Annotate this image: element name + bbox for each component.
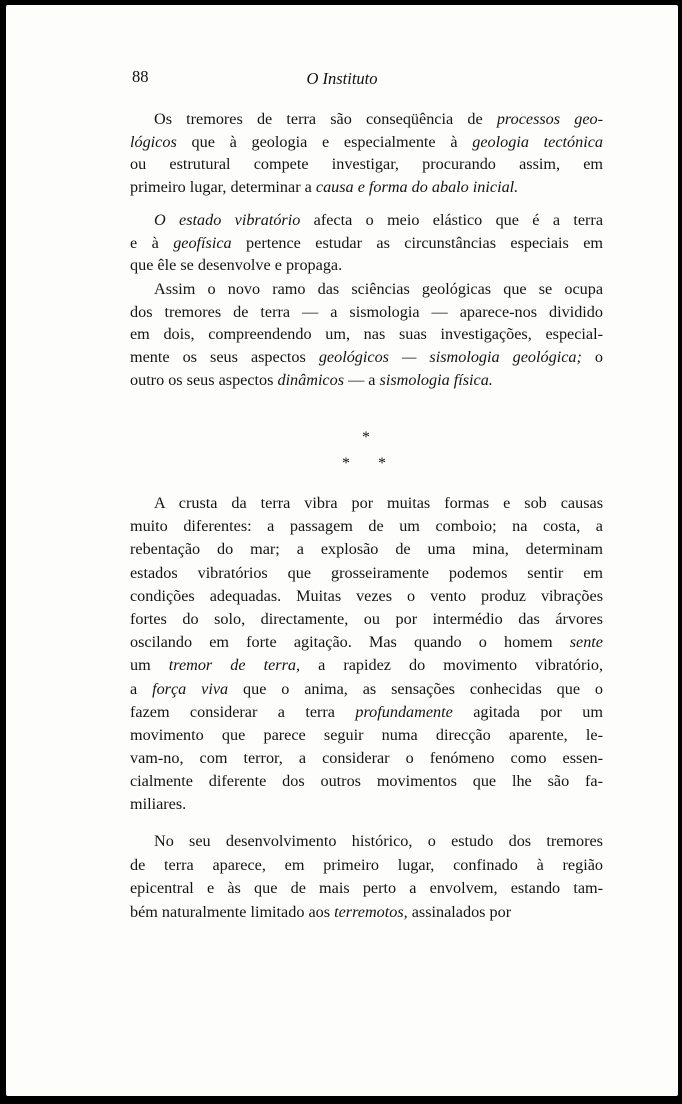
text-run: oscilando em forte agitação. Mas quando o homem (130, 633, 570, 652)
text-run: um (130, 656, 169, 675)
text-run: primeiro lugar, determinar a (130, 178, 316, 197)
text-run: outro os seus aspectos (130, 370, 278, 389)
text-run: miliares. (130, 795, 187, 814)
text-run: — a (344, 370, 380, 389)
page-number: 88 (132, 67, 149, 86)
text-run: dos tremores de terra — a sismologia — aparece-nos dividido (130, 302, 603, 321)
text-run: a rapidez do movimento vibratório, (300, 656, 603, 675)
italic-run: processos geo- (496, 110, 603, 128)
asterism-star-top: * (362, 429, 370, 446)
paragraph-2 (130, 209, 603, 277)
text-line (130, 176, 603, 199)
text-run: que à geologia e especialmente à (176, 132, 473, 151)
text-line (130, 854, 603, 878)
paragraph-3 (130, 278, 603, 391)
italic-run: geológicos — sismologia geológica; (318, 348, 582, 367)
text-run: de terra aparece, em primeiro lugar, confinado à região (130, 855, 603, 874)
text-line (130, 369, 603, 392)
italic-run: dinâmicos (277, 370, 345, 389)
italic-run: sismologia física. (379, 370, 493, 389)
text-run: Assim o novo ramo das sciências geológicas que se ocupa (154, 280, 603, 298)
text-line (130, 538, 603, 561)
text-line (130, 585, 603, 608)
text-line (130, 877, 603, 901)
text-run: que êle se desenvolve e propaga. (130, 256, 343, 275)
section-break-asterism (6, 427, 678, 477)
text-line (130, 747, 603, 770)
italic-run: tremor de terra, (168, 656, 301, 675)
text-line (130, 770, 603, 793)
asterism-star-right: * (378, 455, 386, 472)
text-run: vam-no, com terror, a considerar o fenómeno como essen- (130, 749, 603, 768)
text-line (130, 492, 603, 515)
text-line (130, 153, 603, 176)
text-line (130, 654, 603, 677)
text-run: fortes do solo, directamente, ou por intermédio das árvores (130, 609, 603, 628)
paragraph-4 (130, 492, 603, 817)
text-run: afecta o meio elástico que é a terra (300, 211, 604, 229)
italic-run: lógicos (130, 132, 177, 151)
text-line (130, 793, 603, 816)
italic-run: O estado vibratório (154, 211, 301, 229)
text-line (130, 108, 603, 131)
text-run: condições adequadas. Muitas vezes o vento produz vibrações (130, 586, 603, 605)
text-line (130, 830, 603, 854)
text-run: mente os seus aspectos (130, 348, 319, 367)
text-run: estados vibratórios que grosseiramente podemos sentir em (130, 563, 603, 582)
text-run: a (130, 679, 153, 698)
text-line (130, 608, 603, 631)
italic-run: geofísica (173, 233, 232, 252)
text-run: muito diferentes: a passagem de um comboio; na costa, a (130, 517, 603, 536)
text-line (130, 232, 603, 255)
text-run: fazem considerar a terra (130, 702, 356, 721)
text-line (130, 901, 603, 925)
text-run: epicentral e às que de mais perto a envolvem, estando tam- (130, 879, 603, 897)
text-line (130, 678, 603, 701)
italic-run: geologia tectónica (472, 132, 603, 151)
text-line (130, 631, 603, 654)
text-line (130, 515, 603, 538)
asterism-star-left: * (342, 455, 350, 472)
text-line (130, 131, 603, 154)
text-run: rebentação do mar; a explosão de uma mina, determinam (130, 540, 603, 559)
text-run: cialmente diferente dos outros movimentos que lhe são fa- (130, 772, 603, 791)
italic-run: força viva (152, 679, 229, 698)
text-run: ou estrutural compete investigar, procurando assim, em (130, 155, 603, 174)
text-line (130, 323, 603, 346)
italic-run: causa e forma do abalo inicial. (315, 178, 519, 197)
text-line (130, 701, 603, 724)
text-run: agitada por um (452, 702, 603, 721)
italic-run: profundamente (355, 702, 453, 721)
book-page (6, 5, 678, 1096)
text-run: assinalados por (407, 902, 512, 921)
italic-run: sente (569, 633, 603, 652)
text-run: e à (130, 233, 174, 252)
text-run: Os tremores de terra são conseqüência de (154, 110, 497, 128)
paragraph-5 (130, 830, 603, 924)
text-run: pertence estudar as circunstâncias especiais em (231, 233, 603, 252)
text-line (130, 209, 603, 232)
text-line (130, 562, 603, 585)
text-line (130, 254, 603, 277)
text-run: o (581, 348, 603, 367)
text-line (130, 278, 603, 301)
text-run: movimento que parece seguir numa direcção aparente, le- (130, 725, 603, 744)
italic-run: terremotos, (334, 902, 408, 921)
paragraph-1 (130, 108, 603, 199)
text-run: em dois, compreendendo um, nas suas investigações, especial- (130, 325, 603, 344)
text-run: A crusta da terra vibra por muitas formas e sob causas (154, 494, 603, 512)
text-run: No seu desenvolvimento histórico, o estudo dos tremores (154, 832, 603, 850)
text-run: que o anima, as sensações conhecidas que o (228, 679, 603, 698)
text-line (130, 724, 603, 747)
running-title: O Instituto (306, 69, 378, 88)
text-line (130, 346, 603, 369)
page-header (6, 67, 678, 95)
text-line (130, 301, 603, 324)
text-run: bém naturalmente limitado aos (130, 902, 335, 921)
